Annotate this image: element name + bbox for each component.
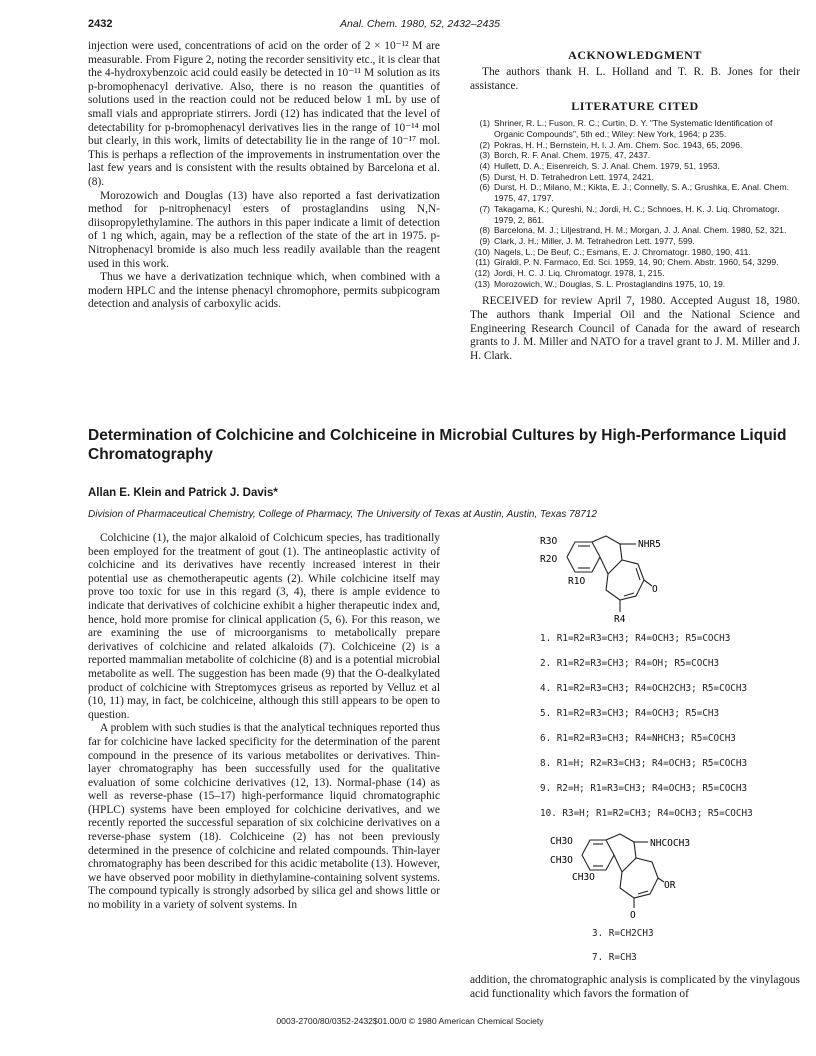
article-title: Determination of Colchicine and Colchiceine in Microbial Cultures by High-Performance Liquid Chromatography — [88, 427, 787, 463]
reference-number: (11) — [475, 257, 490, 268]
reference-item — [470, 161, 800, 172]
ring-c — [620, 858, 658, 898]
reference-item — [470, 268, 800, 279]
label-r3o: R3O — [540, 536, 558, 547]
compound-entry: 3. R=CH2CH3 — [592, 928, 654, 939]
reference-number: (5) — [479, 171, 490, 182]
reference-number: (8) — [479, 225, 490, 236]
reference-item — [470, 204, 800, 225]
reference-text: Shriner, R. L.; Fuson, R. C.; Curtin, D. Y. "The Systematic Identification of Organic Compounds", 5th ed.; Wiley: New York, 1964; p 235. — [494, 118, 773, 139]
label-ch3o-middle: CH3O — [550, 855, 573, 866]
compound-entry: 5. R1=R2=R3=CH3; R4=OCH3; R5=CH3 — [540, 708, 720, 719]
compound-entry: 2. R1=R2=R3=CH3; R4=OH; R5=COCH3 — [540, 658, 720, 669]
page-footer: 0003-2700/80/0352-2432$01.00/0 © 1980 American Chemical Society — [276, 1016, 544, 1026]
received-note: RECEIVED for review April 7, 1980. Accepted August 18, 1980. The authors thank Imperial Oil and the National Science and Engineering Research Council of Canada for the award of research grants to J. M. Miller and NATO for a travel grant to J. M. Miller and J. H. Clark. — [470, 295, 800, 362]
reference-number: (4) — [479, 161, 490, 171]
left-column-top — [88, 40, 440, 312]
reference-item — [470, 172, 800, 183]
reference-item — [470, 150, 800, 161]
reference-item — [470, 182, 800, 203]
reference-list — [470, 118, 800, 289]
reference-number: (6) — [479, 182, 490, 193]
label-oxo: O — [630, 910, 636, 920]
compound-entry: 1. R1=R2=R3=CH3; R4=OCH3; R5=COCH3 — [540, 633, 731, 644]
reference-number: (3) — [479, 150, 490, 161]
reference-text: Durst, H. D. Tetrahedron Lett. 1974, 2421. — [494, 171, 654, 182]
compound-entry: 8. R1=H; R2=R3=CH3; R4=OCH3; R5=COCH3 — [540, 758, 748, 769]
right-column-top — [470, 48, 800, 363]
colchiceine-ether-structure-diagram — [550, 830, 720, 920]
label-r1o: R1O — [568, 576, 586, 587]
colchicine-structure-diagram — [540, 530, 720, 630]
reference-text: Giraldi, P. N. Farmaco, Ed. Sci. 1959, 14, 90; Chem. Abstr. 1960, 54, 3299. — [494, 257, 779, 268]
reference-item — [470, 225, 800, 236]
reference-text: Borch, R. F. Anal. Chem. 1975, 47, 2437. — [494, 150, 651, 161]
ring-c — [606, 560, 644, 600]
compound-entry: 4. R1=R2=R3=CH3; R4=OCH2CH3; R5=COCH3 — [540, 683, 748, 694]
article-authors: Allan E. Klein and Patrick J. Davis* — [88, 487, 278, 499]
reference-number: (12) — [474, 268, 490, 279]
paragraph: injection were used, concentrations of acid on the order of 2 × 10⁻¹² M are measurable. From Figure 2, noting the recorder sensitivity etc., it is clear that the 4-hydroxybenzoic acid could easily be detected in 10⁻¹¹ M solution as its p-bromophenacyl derivative. Also, there is no reason the quantities of solutions used in the reaction could not be reduced below 1 mL by use of small vials and appropriate stirrers. Jordi (12) has indicated that the level of detectability for p-bromophenacyl derivatives lies in the range of 10⁻¹⁴ mol but clearly, in this work, limits of detectability lie in the range of 10⁻¹⁷ mol. This is perhaps a reflection of the improvements in instrumentation over the last few years and is consistent with the results obtained by Barcelona et al. (8). — [88, 40, 440, 188]
label-oxo: O — [652, 584, 658, 595]
left-column-body — [88, 532, 440, 913]
reference-text: Nagels, L.; De Beuf, C.; Esmans, E. J. Chromatogr. 1980, 190, 411. — [494, 246, 751, 257]
reference-text: Takagama, K.; Qureshi, N.; Jordi, H. C.; Schnoes, H. K. J. Liq. Chromatogr. 1979, 2, 861. — [494, 203, 780, 225]
reference-number: (2) — [479, 139, 490, 150]
compound-entry: 9. R2=H; R1=R3=CH3; R4=OCH3; R5=COCH3 — [540, 783, 748, 794]
paragraph: A problem with such studies is that the analytical techniques reported thus far for colchicine have lacked specificity for the determination of the parent compound in the presence of its various metabolites or derivatives. Thin-layer chromatography has been successfully used for the qualitative evaluation of some colchicine derivatives (12, 13). Normal-phase (14) as well as reverse-phase (15–17) high-performance liquid chromatographic (HPLC) systems have been employed for colchicine derivatives, and we recently reported the successful separation of six colchicine derivatives on a reverse-phase system (18). Colchiceine (2) has not been previously determined in the presence of colchicine and related compounds. Thin-layer chromatography has been described for this acidic metabolite (13). However, we have observed poor mobility in diethylamine-containing solvent systems. The compound typically is strongly adsorbed by silica gel and shows little or no mobility in a variety of solvent systems. In — [88, 722, 440, 912]
literature-title: LITERATURE CITED — [571, 99, 699, 114]
reference-text: Pokras, H. H.; Bernstein, H. I. J. Am. Chem. Soc. 1943, 65, 2096. — [494, 139, 743, 150]
compound-entry: 7. R=CH3 — [592, 952, 637, 963]
label-r2o: R2O — [540, 554, 558, 565]
paragraph: Morozowich and Douglas (13) have also reported a fast derivatization method for p-nitrophenacyl esters of prostaglandins using N,N-diisopropylethylamine. The authors in this paper indicate a limit of detection of 1 ng which, again, may be a reflection of the state of the art in 1975. p-Nitrophenacyl bromide is also much less readily available than the reagent used in this work. — [88, 189, 440, 270]
reference-text: Morozowich, W.; Douglas, S. L. Prostaglandins 1975, 10, 19. — [494, 278, 726, 289]
journal-header: Anal. Chem. 1980, 52, 2432–2435 — [340, 18, 500, 30]
label-ch3o-bottom: CH3O — [572, 872, 595, 883]
reference-text: Barcelona, M. J.; Liljestrand, H. M.; Morgan, J. J. Anal. Chem. 1980, 52, 321. — [494, 225, 787, 236]
reference-number: (1) — [479, 118, 490, 129]
acknowledgment-title: ACKNOWLEDGMENT — [568, 48, 702, 62]
reference-number: (13) — [474, 278, 490, 289]
article-affiliation: Division of Pharmaceutical Chemistry, College of Pharmacy, The University of Texas at Austin, Austin, Texas 78712 — [88, 509, 597, 520]
right-column-continuation: addition, the chromatographic analysis is complicated by the vinylagous acid functionality which favors the formation of — [470, 974, 800, 1000]
paragraph: Colchicine (1), the major alkaloid of Colchicum species, has traditionally been employed for the treatment of gout (1). The antineoplastic activity of colchicine and its derivatives have recently increased interest in their potential use as chemotherapeutic agents (2). While colchicine itself may prove too toxic for use in this regard (3, 4), there is ample evidence to indicate that derivatives of colchicine exhibit a higher therapeutic index and, hence, hold more promise for clinical application (5, 6). For this reason, we are examining the use of microorganisms to metabolically prepare derivatives of colchicine and related alkaloids (7). Colchiceine (2) is a reported mammalian metabolite of colchicine (8) and is a potential microbial metabolite as well. The suggestion has been made (9) that the O-dealkylated product of colchicine with Streptomyces griseus as reported by Velluz et al (10, 11) may, in fact, be colchiceine, although this still appears to be open to question. — [88, 532, 440, 721]
reference-text: Hullett, D. A.; Eisenreich, S. J. Anal. Chem. 1979, 51, 1953. — [494, 161, 720, 171]
label-nhcoch3: NHCOCH3 — [650, 838, 691, 849]
reference-item — [470, 140, 800, 151]
reference-item — [470, 236, 800, 247]
reference-text: Durst, H. D.; Milano, M.; Kikta, E. J.; Connelly, S. A.; Grushka, E. Anal. Chem. 1975, 47, 1797. — [494, 182, 789, 204]
compound-entry: 6. R1=R2=R3=CH3; R4=NHCH3; R5=COCH3 — [540, 733, 736, 744]
ring-b — [592, 536, 622, 560]
reference-item — [470, 279, 800, 290]
label-nhr5: NHR5 — [638, 539, 661, 550]
reference-number: (7) — [479, 203, 490, 214]
label-or: OR — [664, 880, 676, 891]
reference-item — [470, 247, 800, 258]
paragraph: Thus we have a derivatization technique which, when combined with a modern HPLC and the intense phenacyl chromophore, permits subpicogram detection and analysis of carboxylic acids. — [88, 271, 440, 311]
reference-text: Jordi, H. C. J. Liq. Chromatogr. 1978, 1, 215. — [494, 268, 665, 279]
label-ch3o-top: CH3O — [550, 836, 573, 847]
acknowledgment-text: The authors thank H. L. Holland and T. R. B. Jones for their assistance. — [470, 66, 800, 92]
reference-number: (10) — [474, 246, 490, 257]
label-r4: R4 — [614, 614, 626, 625]
reference-item — [470, 118, 800, 139]
reference-item — [470, 257, 800, 268]
compound-entry: 10. R3=H; R1=R2=CH3; R4=OCH3; R5=COCH3 — [540, 808, 753, 819]
page-number: 2432 — [88, 18, 113, 30]
reference-number: (9) — [479, 235, 490, 246]
reference-text: Clark, J. H.; Miller, J. M. Tetrahedron Lett. 1977, 599. — [494, 235, 695, 246]
